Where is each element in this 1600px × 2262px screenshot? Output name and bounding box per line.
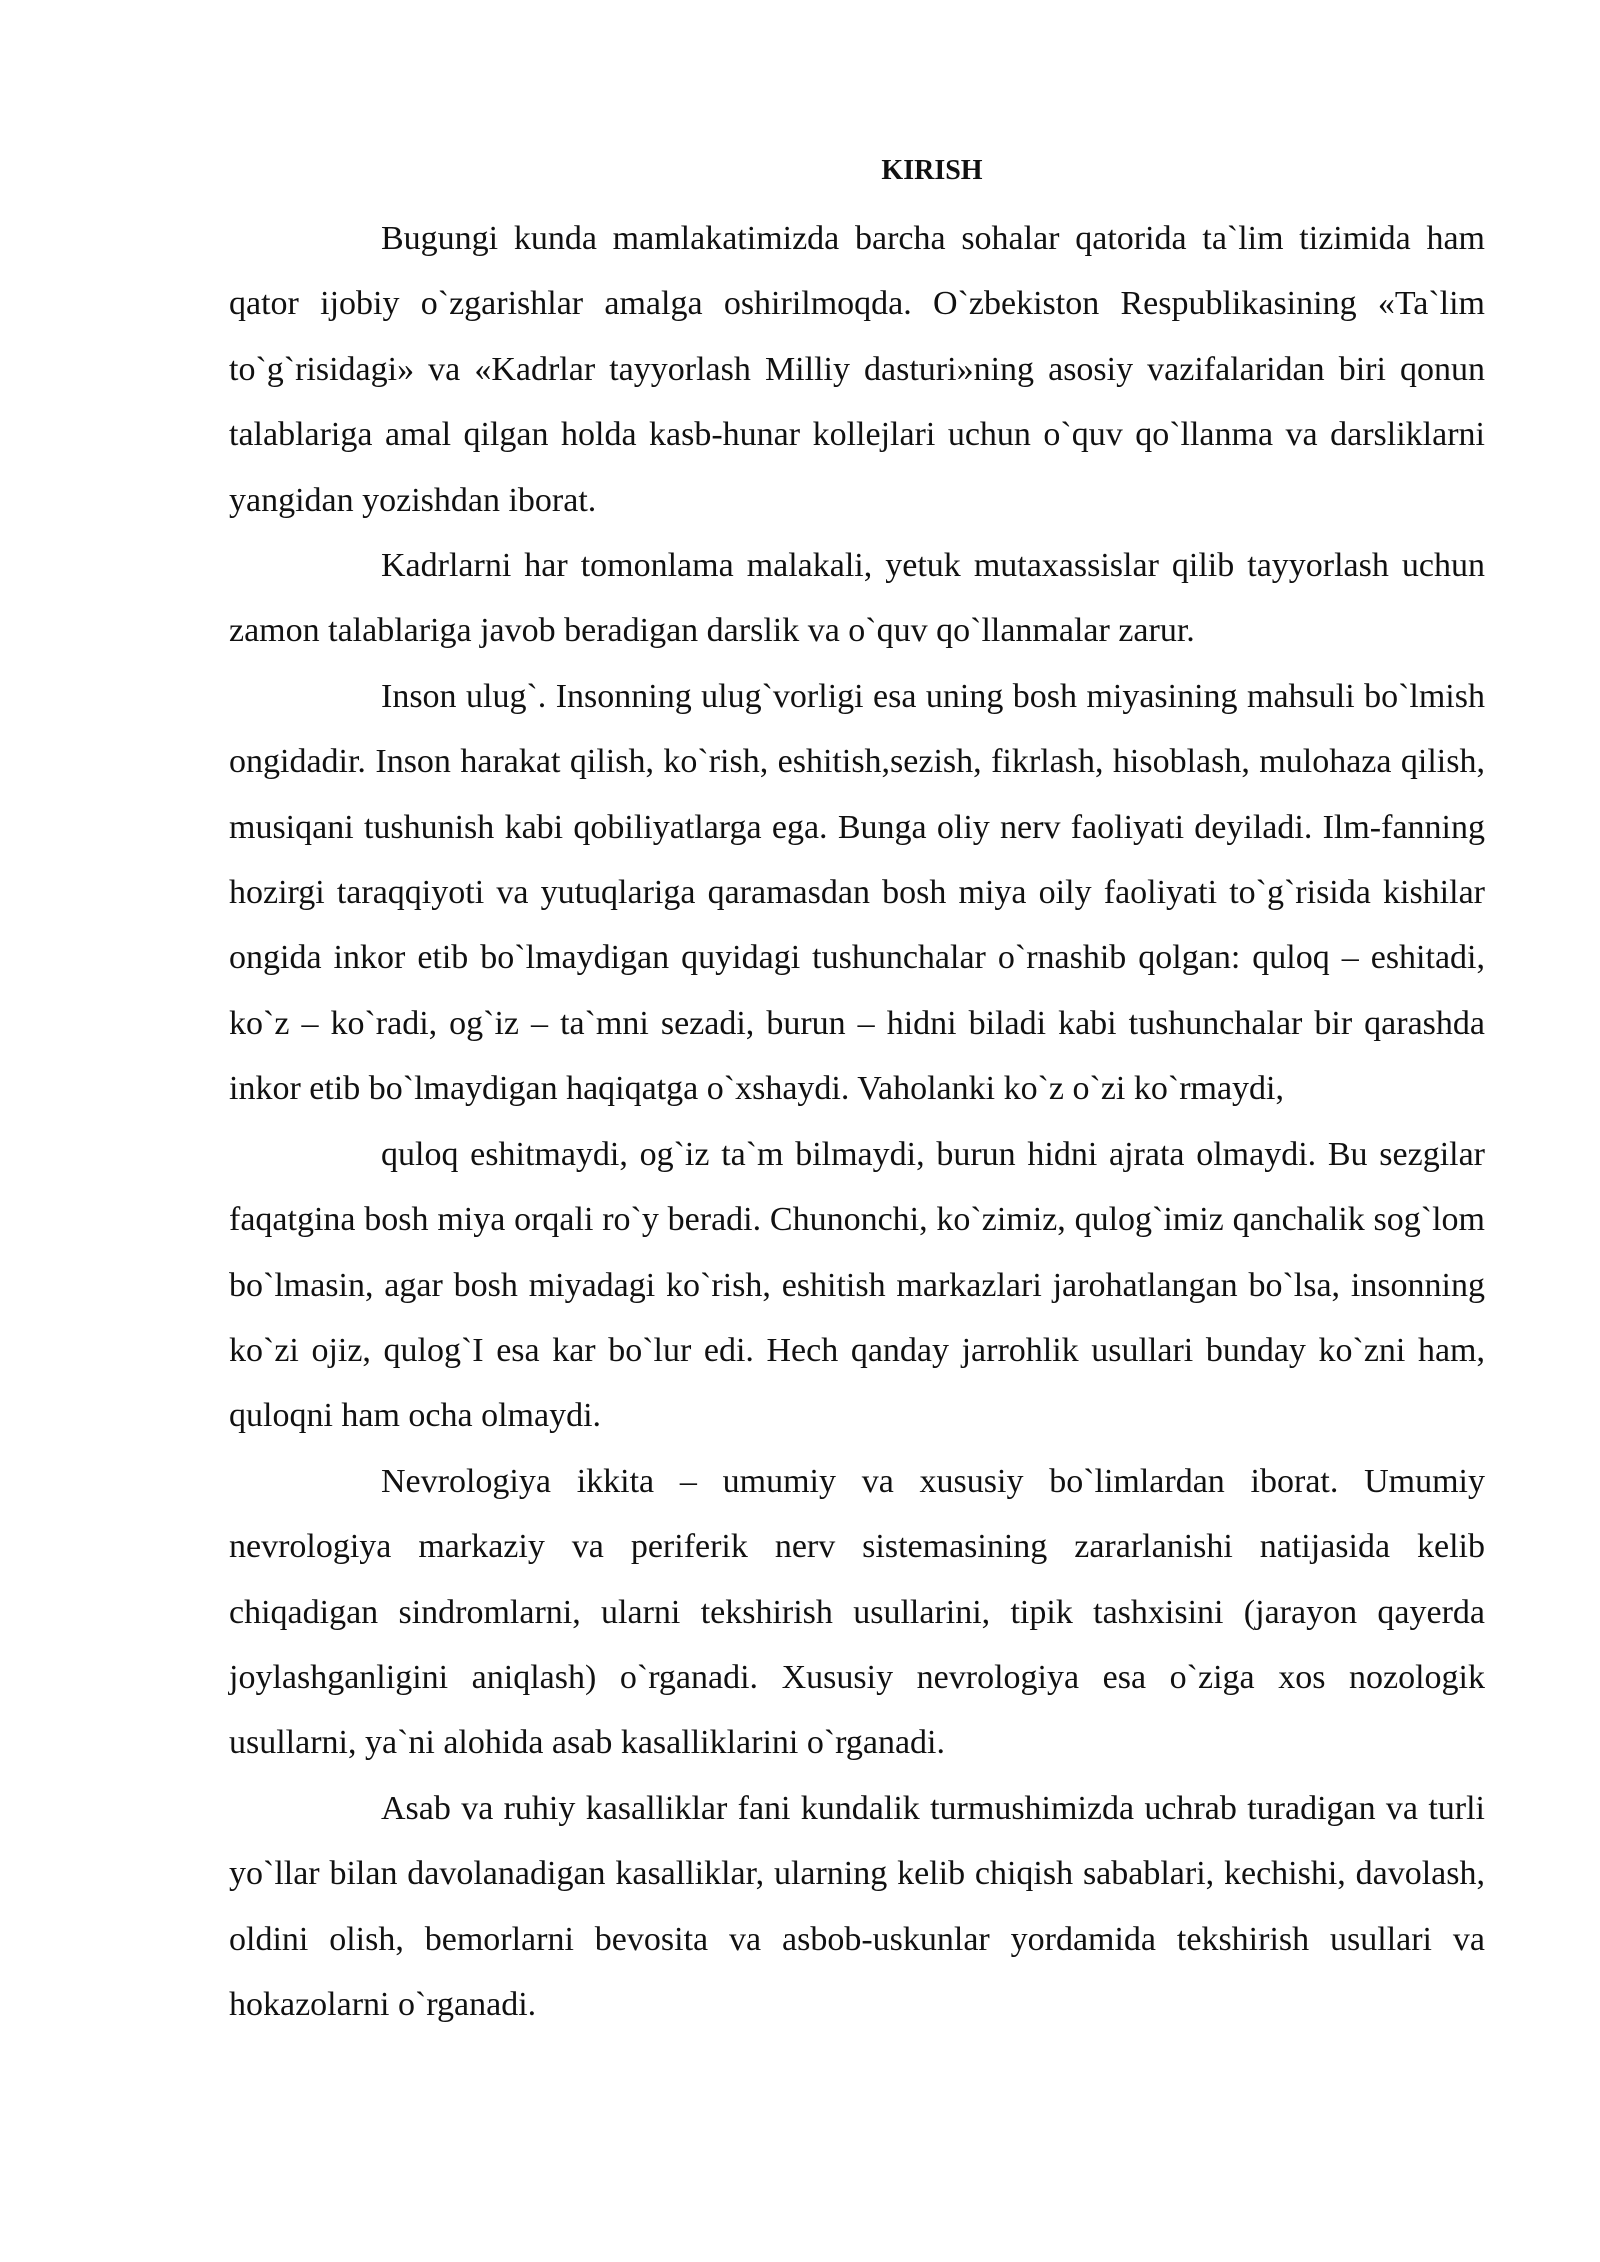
paragraph-3: Inson ulug`. Insonning ulug`vorligi esa uning bosh miyasining mahsuli bo`lmish ongidadir. Inson harakat qilish, ko`rish, eshitish,sezish, fikrlash, hisoblash, mulohaza qilish, musiqani tushunish kabi qobiliyatlarga ega. Bunga oliy nerv faoliyati deyiladi. Ilm-fanning hozirgi taraqqiyoti va yutuqlariga qaramasdan bosh miya oily faoliyati to`g`risida kishilar ongida inkor etib bo`lmaydigan quyidagi tushunchalar o`rnashib qolgan: quloq – eshitadi, ko`z – ko`radi, og`iz – ta`mni sezadi, burun – hidni biladi kabi tushunchalar bir qarashda inkor etib bo`lmaydigan haqiqatga o`xshaydi. Vaholanki ko`z o`zi ko`rmaydi, xyxy=(229,677,1485,1108)
paragraph-5: Nevrologiya ikkita – umumiy va xususiy bo`limlardan iborat. Umumiy nevrologiya markaziy va periferik nerv sistemasining zararlanishi natijasida kelib chiqadigan sindromlarni, ularni tekshirish usullarini, tipik tashxisini (jarayon qayerda joylashganligini aniqlash) o`rganadi. Xususiy nevrologiya esa o`ziga xos nozologik usullarni, ya`ni alohida asab kasalliklarini o`rganadi. xyxy=(229,1462,1485,1762)
paragraph-1: Bugungi kunda mamlakatimizda barcha sohalar qatorida ta`lim tizimida ham qator ijobiy o`zgarishlar amalga oshirilmoqda. O`zbekiston Respublikasining «Ta`lim to`g`risidagi» va «Kadrlar tayyorlash Milliy dasturi»ning asosiy vazifalaridan biri qonun talablariga amal qilgan holda kasb-hunar kollejlari uchun o`quv qo`llanma va darsliklarni yangidan yozishdan iborat. xyxy=(229,220,1485,519)
paragraph-6: Asab va ruhiy kasalliklar fani kundalik turmushimizda uchrab turadigan va turli yo`llar bilan davolanadigan kasalliklar, ularning kelib chiqish sabablari, kechishi, davolash, oldini olish, bemorlarni bevosita va asbob-uskunlar yordamida tekshirish usullari va hokazolarni o`rganadi. xyxy=(229,1789,1485,2023)
paragraph-4: quloq eshitmaydi, og`iz ta`m bilmaydi, burun hidni ajrata olmaydi. Bu sezgilar faqatgina bosh miya orqali ro`y beradi. Chunonchi, ko`zimiz, qulog`imiz qanchalik sog`lom bo`lmasin, agar bosh miyadagi ko`rish, eshitish markazlari jarohatlangan bo`lsa, insonning ko`zi ojiz, qulog`I esa kar bo`lur edi. Hech qanday jarrohlik usullari bunday ko`zni ham, quloqni ham ocha olmaydi. xyxy=(229,1135,1485,1435)
page-content xyxy=(229,142,1485,2037)
paragraph-2: Kadrlarni har tomonlama malakali, yetuk mutaxassislar qilib tayyorlash uchun zamon talablariga javob beradigan darslik va o`quv qo`llanmalar zarur. xyxy=(229,547,1485,650)
section-title: KIRISH xyxy=(881,155,983,186)
